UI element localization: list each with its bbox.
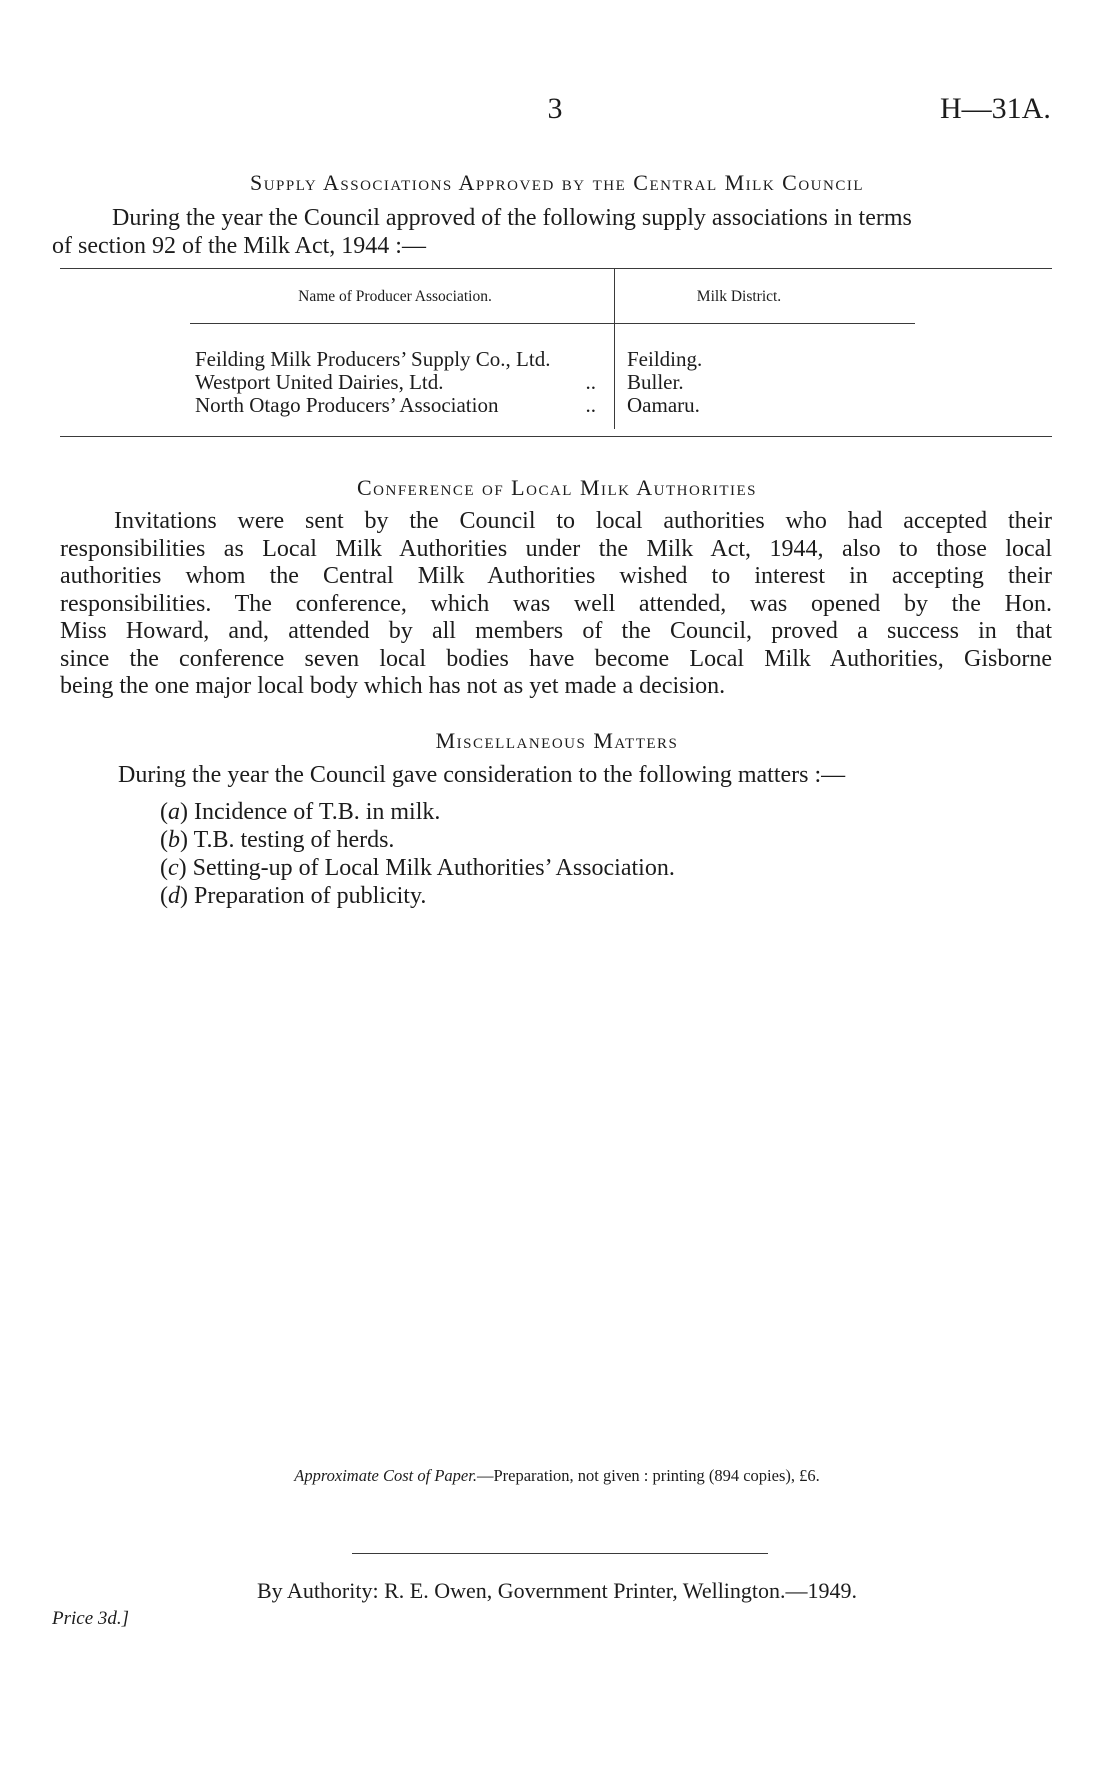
table-row-association <box>195 394 600 417</box>
table-bottom-rule <box>60 436 1052 437</box>
cost-label: Approximate Cost of Paper. <box>294 1466 477 1485</box>
paragraph-line: responsibilities. The conference, which was well attended, was opened by the Hon. <box>60 590 1052 617</box>
dot-leader: .. <box>585 393 596 417</box>
conference-paragraph <box>60 508 1052 701</box>
table-row-association <box>195 348 600 371</box>
paragraph-line: of section 92 of the Milk Act, 1944 :— <box>52 232 426 259</box>
table-header-rule <box>190 323 915 324</box>
table-row-district: Buller. <box>627 370 684 394</box>
dot-leader: .. <box>585 370 596 394</box>
association-name: Westport United Dairies, Ltd. <box>195 370 444 394</box>
table-header-district: Milk District. <box>696 288 782 305</box>
list-item-text: T.B. testing of herds. <box>193 827 395 853</box>
table-row-district: Oamaru. <box>627 393 700 417</box>
table-row-association <box>195 371 600 394</box>
paragraph-line: authorities whom the Central Milk Authorities wished to interest in accepting their <box>60 563 1052 589</box>
association-name: North Otago Producers’ Association <box>195 393 499 417</box>
list-item-text: Incidence of T.B. in milk. <box>194 799 441 825</box>
list-item: (c) Setting-up of Local Milk Authorities’ Association. <box>160 855 675 881</box>
list-marker: d <box>168 883 180 909</box>
footer-rule <box>352 1553 768 1554</box>
miscellaneous-intro: During the year the Council gave consideration to the following matters :— <box>118 762 846 788</box>
price-note: Price 3d.] <box>52 1608 130 1629</box>
cost-of-paper-note <box>0 1466 1114 1486</box>
paragraph-line: Invitations were sent by the Council to local authorities who had accepted their <box>114 508 1052 534</box>
table-top-rule <box>60 268 1052 269</box>
list-item-text: Preparation of publicity. <box>194 883 427 909</box>
supply-intro-paragraph <box>52 205 1052 260</box>
paragraph-line: Miss Howard, and, attended by all members of the Council, proved a success in that <box>60 618 1052 644</box>
list-item-text: Setting-up of Local Milk Authorities’ Association. <box>192 855 675 881</box>
document-code: H—31A. <box>940 92 1051 125</box>
page-number: 3 <box>547 92 563 125</box>
list-marker: b <box>168 827 180 853</box>
association-name: Feilding Milk Producers’ Supply Co., Ltd. <box>195 347 551 371</box>
paragraph-line: During the year the Council approved of the following supply associations in terms <box>112 205 912 231</box>
paragraph-line: since the conference seven local bodies have become Local Milk Authorities, Gisborne <box>60 645 1052 672</box>
cost-text: —Preparation, not given : printing (894 copies), £6. <box>476 1466 820 1485</box>
printer-authority-line: By Authority: R. E. Owen, Government Printer, Wellington.—1949. <box>256 1578 858 1603</box>
paragraph-line: being the one major local body which has not as yet made a decision. <box>60 673 726 699</box>
section-heading-miscellaneous: Miscellaneous Matters <box>435 728 679 753</box>
list-item: (d) Preparation of publicity. <box>160 883 427 909</box>
list-marker: a <box>168 799 180 825</box>
table-row-district: Feilding. <box>627 347 703 371</box>
section-heading-supply-associations: Supply Associations Approved by the Central Milk Council <box>249 170 864 195</box>
paragraph-line: responsibilities as Local Milk Authorities under the Milk Act, 1944, also to those local <box>60 535 1052 562</box>
table-header-association: Name of Producer Association. <box>298 288 492 305</box>
section-heading-conference: Conference of Local Milk Authorities <box>356 475 757 500</box>
list-item: (a) Incidence of T.B. in milk. <box>160 799 441 825</box>
list-marker: c <box>168 855 179 881</box>
list-item: (b) T.B. testing of herds. <box>160 827 395 853</box>
